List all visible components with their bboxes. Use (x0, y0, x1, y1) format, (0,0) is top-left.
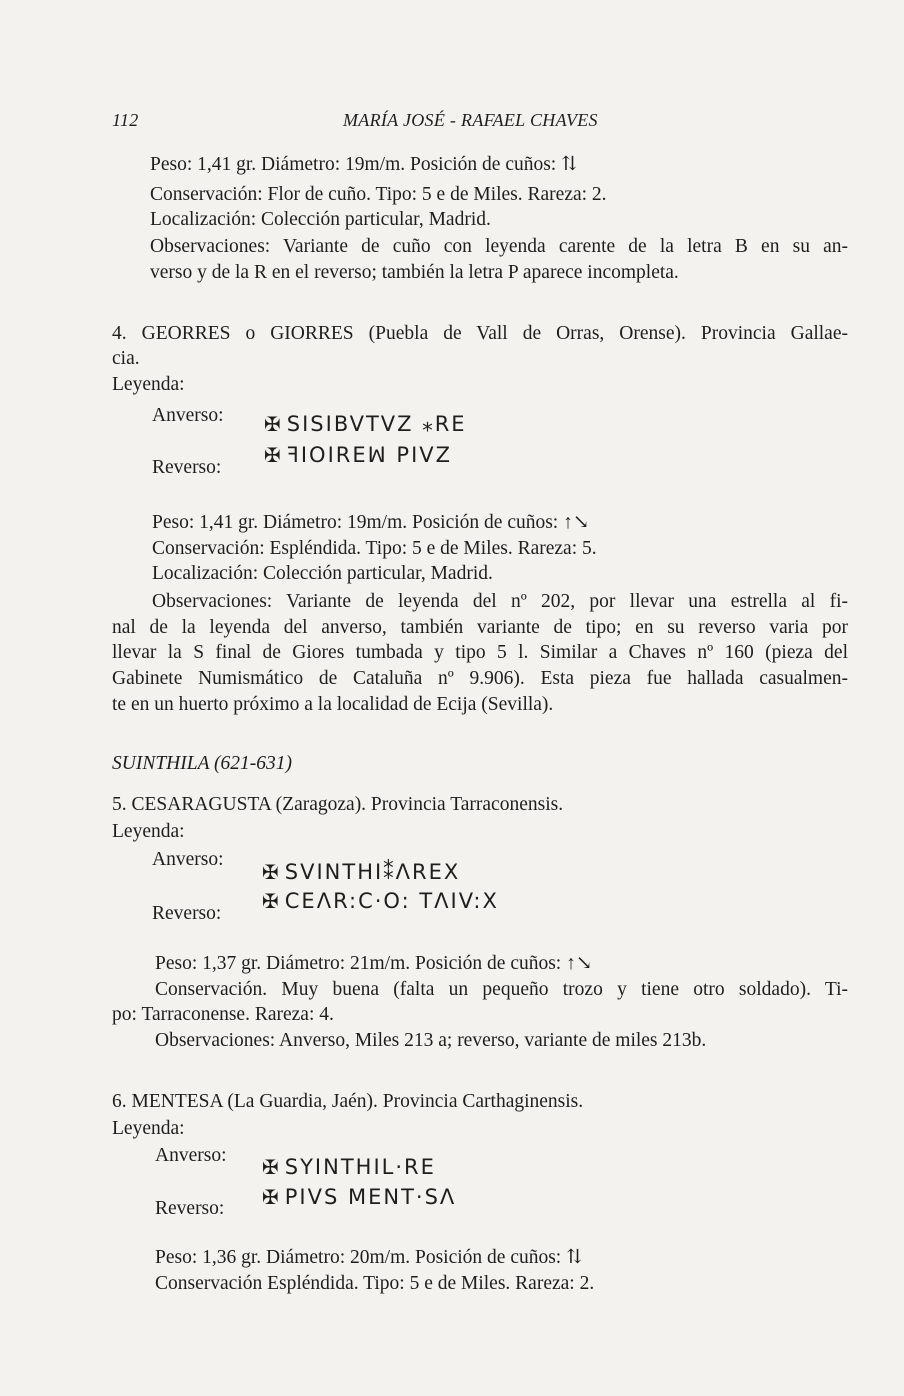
entry5-peso: Peso: 1,37 gr. Diámetro: 21m/m. Posición de cuños: ↑↘ (155, 953, 593, 974)
entry5-anverso-legend-text: SVINTHI⁑ΛREX (284, 860, 461, 884)
entry5-title: 5. CESARAGUSTA (Zaragoza). Provincia Tarraconensis. (112, 794, 564, 815)
entry6-reverso-legend (262, 1185, 456, 1209)
entry6-peso: Peso: 1,36 gr. Diámetro: 20m/m. Posición de cuños: ⇅ (155, 1247, 583, 1268)
entry5-anverso-label: Anverso: (152, 849, 224, 870)
entry4-localizacion: Localización: Colección particular, Madrid. (152, 563, 493, 584)
entry4-observaciones-line4: Gabinete Numismático de Cataluña nº 9.906). Esta pieza fue hallada casualmen- (112, 668, 848, 689)
cross-icon: ✠ (264, 443, 283, 467)
entry3-peso: Peso: 1,41 gr. Diámetro: 19m/m. Posición de cuños: ⇅ (150, 154, 578, 175)
entry4-peso: Peso: 1,41 gr. Diámetro: 19m/m. Posición de cuños: ↑↘ (152, 512, 590, 533)
entry6-anverso-legend-text: SYINTHIL·RE (284, 1155, 436, 1179)
entry3-observaciones-line2: verso y de la R en el reverso; también la letra P aparece incompleta. (150, 262, 679, 283)
entry4-conservacion: Conservación: Espléndida. Tipo: 5 e de Miles. Rareza: 5. (152, 538, 597, 559)
entry6-reverso-label: Reverso: (155, 1198, 225, 1219)
cross-icon: ✠ (262, 1185, 281, 1209)
entry4-reverso-label: Reverso: (152, 457, 222, 478)
entry4-title-line2: cia. (112, 348, 140, 369)
entry6-reverso-legend-text: PIVS MENT·SΛ (284, 1185, 457, 1209)
entry4-anverso-legend (264, 412, 467, 436)
cross-icon: ✠ (262, 1155, 281, 1179)
entry4-observaciones-line2: nal de la leyenda del anverso, también variante de tipo; en su reverso varia por (112, 617, 848, 638)
entry4-leyenda-label: Leyenda: (112, 374, 185, 395)
entry4-observaciones-line3: llevar la S final de Giores tumbada y tipo 5 l. Similar a Chaves nº 160 (pieza del (112, 642, 848, 663)
entry3-observaciones-line1: Observaciones: Variante de cuño con leyenda carente de la letra B en su an- (150, 236, 848, 257)
entry3-localizacion: Localización: Colección particular, Madrid. (150, 209, 491, 230)
entry6-anverso-label: Anverso: (155, 1145, 227, 1166)
entry6-conservacion: Conservación Espléndida. Tipo: 5 e de Miles. Rareza: 2. (155, 1273, 595, 1294)
entry5-conservacion-line1: Conservación. Muy buena (falta un pequeño trozo y tiene otro soldado). Ti- (155, 979, 848, 1000)
entry4-observaciones-line5: te en un huerto próximo a la localidad de Ecija (Sevilla). (112, 694, 554, 715)
cross-icon: ✠ (262, 889, 281, 913)
entry6-anverso-legend (262, 1155, 436, 1179)
cross-icon: ✠ (264, 412, 283, 436)
entry4-reverso-legend-text: ꟻIOIREꟽ PIVZ (286, 443, 453, 467)
entry4-reverso-legend (264, 443, 452, 467)
entry4-observaciones-line1: Observaciones: Variante de leyenda del nº 202, por llevar una estrella al fi- (152, 591, 848, 612)
entry5-conservacion-line2: po: Tarraconense. Rareza: 4. (112, 1004, 334, 1025)
page-number: 112 (112, 110, 139, 130)
cross-icon: ✠ (262, 860, 281, 884)
entry5-reverso-legend (262, 889, 499, 913)
section-title: SUINTHILA (621-631) (112, 753, 293, 774)
entry5-observaciones: Observaciones: Anverso, Miles 213 a; reverso, variante de miles 213b. (155, 1030, 707, 1051)
entry4-anverso-label: Anverso: (152, 405, 224, 426)
entry4-anverso-legend-text: SISIBVTVZ ⁎RE (286, 412, 467, 436)
entry5-anverso-legend (262, 860, 460, 884)
entry6-title: 6. MENTESA (La Guardia, Jaén). Provincia Carthaginensis. (112, 1091, 584, 1112)
entry6-leyenda-label: Leyenda: (112, 1118, 185, 1139)
entry3-conservacion: Conservación: Flor de cuño. Tipo: 5 e de Miles. Rareza: 2. (150, 184, 607, 205)
entry5-reverso-label: Reverso: (152, 903, 222, 924)
running-title: MARÍA JOSÉ - RAFAEL CHAVES (343, 110, 598, 130)
entry5-reverso-legend-text: CEΛR:C·O: TΛIV:X (284, 889, 499, 913)
entry4-title-line1: 4. GEORRES o GIORRES (Puebla de Vall de Orras, Orense). Provincia Gallae- (112, 323, 848, 344)
entry5-leyenda-label: Leyenda: (112, 821, 185, 842)
